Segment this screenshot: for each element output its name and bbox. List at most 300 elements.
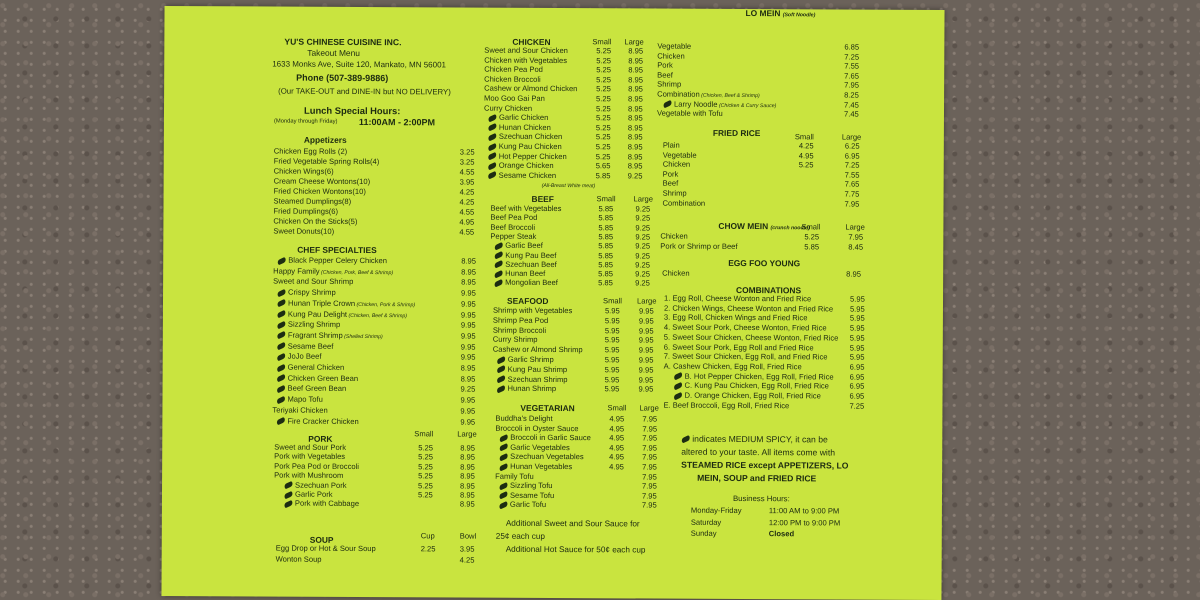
item-name: Plain <box>662 140 680 150</box>
item-price-price: 8.95 <box>846 269 861 279</box>
item-name: Pork or Shrimp or Beef <box>660 241 738 251</box>
item-name: Garlic Pork <box>284 491 333 499</box>
item-price-small: 5.25 <box>798 160 814 170</box>
item-name: Hunan Beef <box>494 270 545 278</box>
item-name: Sesame Beef <box>277 342 334 350</box>
item-price-price: 7.25 <box>844 52 860 62</box>
menu-item <box>162 416 482 427</box>
fried-rice-small-label: Small <box>794 132 814 142</box>
item-name: Larry Noodle (Chicken & Curry Sauce) <box>663 100 776 109</box>
item-price-small: 4.25 <box>798 141 814 151</box>
hours-list <box>667 505 937 539</box>
lo-mein-list <box>656 41 939 119</box>
item-price-small: 4.95 <box>609 414 625 424</box>
item-name: Kung Pau Shrimp <box>497 366 568 374</box>
pepper-icon <box>276 396 286 404</box>
item-note: (Chicken, Beef & Shrimp) <box>347 312 408 319</box>
hours-row <box>667 518 937 529</box>
item-name: Beef Green Bean <box>277 385 347 393</box>
sauce-note-2: 25¢ each cup <box>495 531 545 541</box>
item-name: E. Beef Broccoli, Egg Roll, Fried Rice <box>663 400 790 410</box>
appetizers-list <box>164 146 484 237</box>
pepper-icon <box>276 385 286 393</box>
menu-item <box>163 267 483 278</box>
hours-time: 12:00 PM to 9:00 PM <box>768 517 841 528</box>
item-name: Chicken Green Bean <box>277 374 359 382</box>
fried-rice-list <box>662 140 939 209</box>
seafood-list <box>483 305 668 394</box>
menu-item <box>484 171 669 181</box>
item-price-small: 5.85 <box>598 250 614 260</box>
item-price-price: 5.95 <box>849 323 865 333</box>
item-name: Happy Family (Chicken, Pork, Beef & Shrimp) <box>273 266 394 276</box>
item-price-large: 9.25 <box>635 260 651 270</box>
spicy-note: indicates MEDIUM SPICY, it can be <box>681 435 828 444</box>
item-price-price: 3.95 <box>459 177 475 187</box>
item-price-large: 9.95 <box>638 375 654 385</box>
pepper-icon <box>487 133 497 141</box>
vegetarian-list <box>482 413 667 510</box>
item-price-large: 7.95 <box>642 472 657 482</box>
pepper-icon <box>494 242 504 250</box>
item-name: Garlic Beef <box>494 242 543 250</box>
item-name: Crispy Shrimp <box>277 289 336 297</box>
item-price-price: 4.55 <box>459 167 475 177</box>
item-price-large: 8.95 <box>627 113 643 123</box>
item-name: Shrimp with Vegetables <box>492 305 573 316</box>
item-price-large: 8.95 <box>459 499 475 509</box>
item-note: (Chicken & Curry Sauce) <box>717 102 777 109</box>
restaurant-name: YU'S CHINESE CUISINE INC. <box>284 36 402 48</box>
hours-day: Saturday <box>690 517 722 527</box>
menu-item <box>163 256 483 267</box>
item-price-price: 5.95 <box>849 304 865 314</box>
item-price-cup: 2.25 <box>420 544 436 554</box>
item-name: Fried Chicken Wontons(10) <box>273 186 366 197</box>
item-name: Beef <box>657 70 673 80</box>
item-name: Garlic Chicken <box>488 114 548 122</box>
item-price-large: 8.95 <box>460 471 475 481</box>
item-price-small: 5.85 <box>598 269 613 279</box>
item-name: Sizzling Shrimp <box>277 321 340 329</box>
item-price-large: 7.95 <box>642 424 658 434</box>
item-name: Chicken Pea Pod <box>484 64 543 75</box>
item-price-small: 5.25 <box>596 46 612 56</box>
item-price-small: 5.25 <box>418 471 433 481</box>
item-price-small: 5.25 <box>596 84 611 94</box>
item-name: Sesame Chicken <box>488 171 556 179</box>
item-price-large: 7.95 <box>641 491 657 501</box>
pork-large-label: Large <box>457 429 477 439</box>
item-price-large: 9.95 <box>638 306 654 316</box>
item-price-small: 4.95 <box>798 150 814 160</box>
item-name: Sweet and Sour Shrimp <box>273 276 354 287</box>
item-name: C. Kung Pau Chicken, Egg Roll, Fried Rice <box>674 382 829 390</box>
item-name: Combination (Chicken, Beef & Shrimp) <box>657 89 760 100</box>
vegetarian-small-label: Small <box>607 403 627 413</box>
item-name: Szechuan Shrimp <box>497 375 568 383</box>
item-price-small: 5.85 <box>804 242 820 252</box>
item-price-small: 5.25 <box>804 232 820 242</box>
item-price-small: 5.25 <box>596 75 611 85</box>
menu-subtitle: Takeout Menu <box>307 47 360 58</box>
item-name: Cream Cheese Wontons(10) <box>273 176 371 187</box>
item-name: Beef Pea Pod <box>490 212 538 223</box>
pepper-icon <box>499 434 509 442</box>
item-name: Pork <box>657 60 673 70</box>
fried-rice-large-label: Large <box>841 132 862 142</box>
menu-item <box>483 279 668 289</box>
item-price-bowl: 3.95 <box>459 544 475 554</box>
item-name: Fried Dumplings(6) <box>273 206 339 216</box>
menu-item <box>656 108 939 121</box>
fried-rice-title: FRIED RICE <box>712 127 761 139</box>
menu-item <box>163 299 483 310</box>
item-price-bowl: 4.25 <box>459 555 475 565</box>
seafood-small-label: Small <box>602 296 623 306</box>
item-price-price: 7.45 <box>843 109 859 119</box>
pepper-icon <box>499 443 509 451</box>
pepper-icon <box>283 490 293 498</box>
item-price-large: 7.65 <box>844 179 860 189</box>
sauce-note-1: Additional Sweet and Sour Sauce for <box>505 518 640 529</box>
item-price-small: 4.95 <box>609 452 624 462</box>
pepper-icon <box>494 270 504 278</box>
item-price-large: 9.25 <box>635 232 651 242</box>
item-name: Beef with Vegetables <box>490 203 562 214</box>
item-name: 5. Sweet Sour Chicken, Cheese Wonton, Fried Rice <box>663 332 839 343</box>
item-price-price: 7.95 <box>844 80 859 90</box>
seafood-large-label: Large <box>636 296 657 306</box>
hours-day: Sunday <box>690 528 717 538</box>
item-name: Steamed Dumplings(8) <box>273 196 352 206</box>
item-price-small: 5.85 <box>598 278 613 288</box>
item-name: Garlic Vegetables <box>499 444 570 452</box>
item-name: Vegetable with Tofu <box>656 108 723 119</box>
item-price-price: 4.25 <box>459 197 475 207</box>
seafood-title: SEAFOOD <box>506 295 549 306</box>
item-name: Cashew or Almond Chicken <box>484 84 578 94</box>
item-price-large: 9.95 <box>638 335 654 345</box>
pepper-icon <box>276 310 286 318</box>
pepper-icon <box>662 100 672 108</box>
item-name: Pork with Mushroom <box>274 470 344 481</box>
item-price-price: 9.25 <box>460 384 476 394</box>
item-name: Szechuan Chicken <box>488 133 562 141</box>
item-name: Family Tofu <box>495 471 534 481</box>
pepper-icon <box>487 171 497 179</box>
pepper-icon <box>283 481 293 489</box>
item-price-price: 5.95 <box>849 352 865 362</box>
item-name: 2. Chicken Wings, Cheese Wonton and Fried Rice <box>663 303 834 314</box>
combinations-title: COMBINATIONS <box>736 284 802 296</box>
item-name: Chicken <box>660 231 688 241</box>
item-name: Chicken Wings(6) <box>273 166 334 176</box>
item-name: Szechuan Beef <box>494 260 557 268</box>
item-name: Broccoli in Oyster Sauce <box>495 423 579 433</box>
spicy-note-2: altered to your taste. All items come with <box>681 446 836 458</box>
item-name: Curry Shrimp <box>492 335 538 345</box>
combinations-list <box>663 293 938 411</box>
pepper-icon <box>681 435 691 443</box>
pepper-icon <box>277 256 287 264</box>
item-name: Shrimp Pea Pod <box>492 315 549 325</box>
item-name: Hunan Chicken <box>488 123 551 131</box>
item-price-small: 5.85 <box>598 222 614 232</box>
item-price-small: 5.95 <box>604 365 620 375</box>
menu-item <box>163 374 483 385</box>
dine-notice: (Our TAKE-OUT and DINE-IN but NO DELIVERY) <box>278 86 451 97</box>
item-price-large: 9.95 <box>638 316 654 326</box>
hours-row <box>667 507 937 518</box>
item-price-large: 8.95 <box>627 142 643 152</box>
item-price-small: 5.95 <box>604 345 620 355</box>
pepper-icon <box>283 500 293 508</box>
item-name: Kung Pau Beef <box>494 251 556 259</box>
pepper-icon <box>276 374 286 382</box>
item-name: Pork Pea Pod or Broccoli <box>274 461 360 471</box>
item-price-large: 8.95 <box>627 151 643 162</box>
item-price-small: 4.95 <box>609 443 625 453</box>
item-price-small: 5.25 <box>596 55 612 65</box>
item-name: Black Pepper Celery Chicken <box>277 257 387 265</box>
item-name: Chicken <box>662 268 690 278</box>
item-name: JoJo Beef <box>277 353 322 361</box>
item-price-large: 7.95 <box>642 481 657 491</box>
pepper-icon <box>496 356 506 364</box>
menu-item <box>483 385 668 395</box>
item-price-small: 5.25 <box>595 103 611 113</box>
item-name: Hot Pepper Chicken <box>488 152 567 160</box>
item-name: Garlic Shrimp <box>497 356 554 364</box>
item-name: Broccoli in Garlic Sauce <box>499 434 591 442</box>
menu-item <box>163 384 483 395</box>
item-price-large: 9.25 <box>635 213 651 223</box>
item-price-price: 5.95 <box>849 343 865 353</box>
menu-item <box>162 499 482 510</box>
item-name: Fire Cracker Chicken <box>276 417 358 425</box>
pepper-icon <box>493 279 503 287</box>
item-price-small: 5.25 <box>596 94 611 104</box>
item-name: 1. Egg Roll, Cheese Wonton and Fried Rice <box>664 293 812 304</box>
item-price-price: 4.55 <box>459 207 475 217</box>
item-price-small: 4.95 <box>609 423 625 433</box>
item-price-price: 6.95 <box>849 381 865 391</box>
item-note: (Chicken, Beef & Shrimp) <box>699 92 760 100</box>
pepper-icon <box>487 162 497 170</box>
menu-item <box>163 320 483 331</box>
pepper-icon <box>276 299 286 307</box>
pepper-icon <box>276 342 286 350</box>
menu-item <box>162 544 482 555</box>
pepper-icon <box>276 353 286 361</box>
pepper-icon <box>498 491 508 499</box>
item-name: Wonton Soup <box>275 554 322 564</box>
item-price-small: 5.85 <box>598 241 614 251</box>
beef-large-label: Large <box>633 194 654 204</box>
chow-mein-large-label: Large <box>845 222 865 232</box>
item-price-small: 5.85 <box>595 171 611 181</box>
item-price-large: 6.95 <box>844 151 860 161</box>
item-price-large: 9.95 <box>638 355 654 365</box>
item-price-price: 7.55 <box>844 61 860 71</box>
item-price-large: 9.25 <box>635 223 651 233</box>
item-name: Mapo Tofu <box>276 396 322 404</box>
item-price-large: 7.95 <box>642 462 657 472</box>
item-price-price: 9.95 <box>460 342 476 352</box>
item-name: Pepper Steak <box>490 231 537 241</box>
rice-note: STEAMED RICE except APPETIZERS, LO <box>681 459 849 471</box>
appetizers-title: Appetizers <box>303 134 347 145</box>
item-price-price: 6.95 <box>849 391 865 401</box>
item-price-price: 6.85 <box>844 42 860 52</box>
item-name: Sizzling Tofu <box>499 482 553 490</box>
item-price-large: 7.95 <box>642 443 658 453</box>
vegetarian-large-label: Large <box>639 403 659 413</box>
chow-mein-small-label: Small <box>801 222 821 232</box>
chicken-note: (All-Breast White meat) <box>541 182 596 190</box>
item-name: Kung Pau Chicken <box>488 143 562 151</box>
pepper-icon <box>498 482 508 490</box>
hours-time: 11:00 AM to 9:00 PM <box>768 506 840 516</box>
item-name: Szechuan Vegetables <box>499 453 584 461</box>
item-price-large: 8.95 <box>460 452 475 462</box>
pepper-icon <box>276 321 286 329</box>
item-name: Hunan Triple Crown (Chicken, Pork & Shrimp) <box>277 299 415 308</box>
item-name: Szechuan Pork <box>284 481 347 489</box>
item-name: Egg Drop or Hot & Sour Soup <box>275 543 376 554</box>
item-name: Vegetable <box>662 150 697 160</box>
item-price-large: 9.25 <box>627 171 643 181</box>
beef-title: BEEF <box>531 193 554 205</box>
menu-item <box>482 501 667 511</box>
item-price-large: 8.95 <box>460 481 475 491</box>
pork-small-label: Small <box>414 429 434 439</box>
item-price-price: 9.95 <box>460 310 476 320</box>
item-price-price: 8.95 <box>461 267 476 277</box>
item-name: Pork with Cabbage <box>284 500 359 508</box>
item-price-small: 5.95 <box>604 316 620 326</box>
pork-list <box>162 442 482 509</box>
hours-day: Monday-Friday <box>690 505 742 515</box>
pepper-icon <box>276 331 286 339</box>
item-price-small: 5.95 <box>604 355 620 365</box>
column-right <box>656 8 940 539</box>
item-price-large: 8.95 <box>460 443 476 453</box>
rice-note-2: MEIN, SOUP and FRIED RICE <box>697 472 817 484</box>
item-price-large: 8.95 <box>628 46 644 56</box>
item-price-price: 7.25 <box>849 401 865 411</box>
menu-item <box>663 400 937 412</box>
item-price-small: 5.25 <box>595 123 611 133</box>
menu-item <box>163 331 483 342</box>
item-price-large: 7.95 <box>848 232 864 242</box>
item-name: Chicken with Vegetables <box>484 55 568 65</box>
item-price-price: 8.95 <box>460 363 476 373</box>
menu-item <box>163 363 483 374</box>
sauce-note-3: Additional Hot Sauce for 50¢ each cup <box>505 544 646 555</box>
item-price-large: 8.95 <box>627 123 643 133</box>
item-price-small: 5.85 <box>598 204 614 214</box>
item-name: Sweet and Sour Pork <box>274 442 347 452</box>
egg-foo-young-title: EGG FOO YOUNG <box>728 257 801 269</box>
pepper-icon <box>276 289 286 297</box>
item-price-large: 7.75 <box>844 189 860 199</box>
item-name: Beef Broccoli <box>490 222 536 232</box>
pepper-icon <box>499 463 509 471</box>
pepper-icon <box>496 385 506 393</box>
item-price-price: 6.95 <box>849 362 865 372</box>
item-price-price: 9.95 <box>461 288 476 298</box>
item-name: Curry Chicken <box>483 103 533 113</box>
item-price-price: 9.95 <box>460 299 476 309</box>
item-note: (Chicken, Pork, Beef & Shrimp) <box>319 269 394 276</box>
pork-title: PORK <box>308 433 333 444</box>
item-price-small: 5.85 <box>598 213 614 223</box>
beef-list <box>484 203 669 288</box>
item-name: B. Hot Pepper Chicken, Egg Roll, Fried Rice <box>674 372 834 380</box>
item-price-large: 9.25 <box>635 250 651 261</box>
lo-mein-title: LO MEIN (Soft Noodle) <box>745 8 816 19</box>
menu-item <box>162 554 482 565</box>
item-name: 6. Sweet Sour Pork, Egg Roll and Fried Rice <box>663 342 814 352</box>
item-name: Combination <box>662 198 706 208</box>
item-price-small: 5.25 <box>418 443 434 453</box>
item-price-large: 8.95 <box>627 103 643 114</box>
item-name: Shrimp <box>662 188 687 198</box>
item-name: Fragrant Shrimp (Shelled Shrimp) <box>277 331 383 340</box>
item-price-small: 5.95 <box>604 335 620 345</box>
item-price-price: 7.45 <box>844 100 859 110</box>
item-price-large: 8.95 <box>628 84 643 94</box>
item-name: Garlic Tofu <box>499 501 546 509</box>
chicken-title: CHICKEN <box>512 36 551 47</box>
pepper-icon <box>494 260 504 268</box>
item-price-large: 9.95 <box>638 326 654 336</box>
menu-item <box>163 309 483 320</box>
menu-item <box>163 227 483 238</box>
item-name: Sweet and Sour Chicken <box>484 45 568 56</box>
item-price-large: 7.95 <box>641 500 657 510</box>
soup-cup-label: Cup <box>420 531 435 541</box>
item-price-small: 5.25 <box>595 151 611 161</box>
item-name: Buddha's Delight <box>495 413 553 423</box>
item-name: D. Orange Chicken, Egg Roll, Fried Rice <box>673 392 820 400</box>
item-name: Chicken On the Sticks(5) <box>273 216 358 226</box>
chef-specialties-title: CHEF SPECIALTIES <box>297 244 377 256</box>
item-price-price: 6.95 <box>849 372 865 382</box>
item-price-price: 4.55 <box>459 227 475 237</box>
item-note: (Shelled Shrimp) <box>342 333 383 340</box>
item-name: Chicken Egg Rolls (2) <box>273 146 348 156</box>
item-name: Chicken Broccoli <box>484 74 541 84</box>
menu-sheet <box>161 6 944 600</box>
item-price-large: 8.95 <box>627 132 643 142</box>
item-price-large: 6.25 <box>844 141 860 151</box>
item-price-small: 5.25 <box>595 142 611 152</box>
pepper-icon <box>673 392 683 400</box>
item-name: Moo Goo Gai Pan <box>484 93 545 103</box>
lunch-hours: 11:00AM - 2:00PM <box>358 116 436 128</box>
menu-item <box>662 198 938 210</box>
item-price-large: 9.25 <box>635 269 650 279</box>
item-price-large: 9.25 <box>635 241 651 251</box>
column-left <box>165 6 485 565</box>
item-name: 3. Egg Roll, Chicken Wings and Fried Rice <box>663 312 808 323</box>
item-price-large: 8.95 <box>628 94 643 104</box>
item-price-large: 8.95 <box>460 462 475 472</box>
menu-item <box>662 268 938 281</box>
